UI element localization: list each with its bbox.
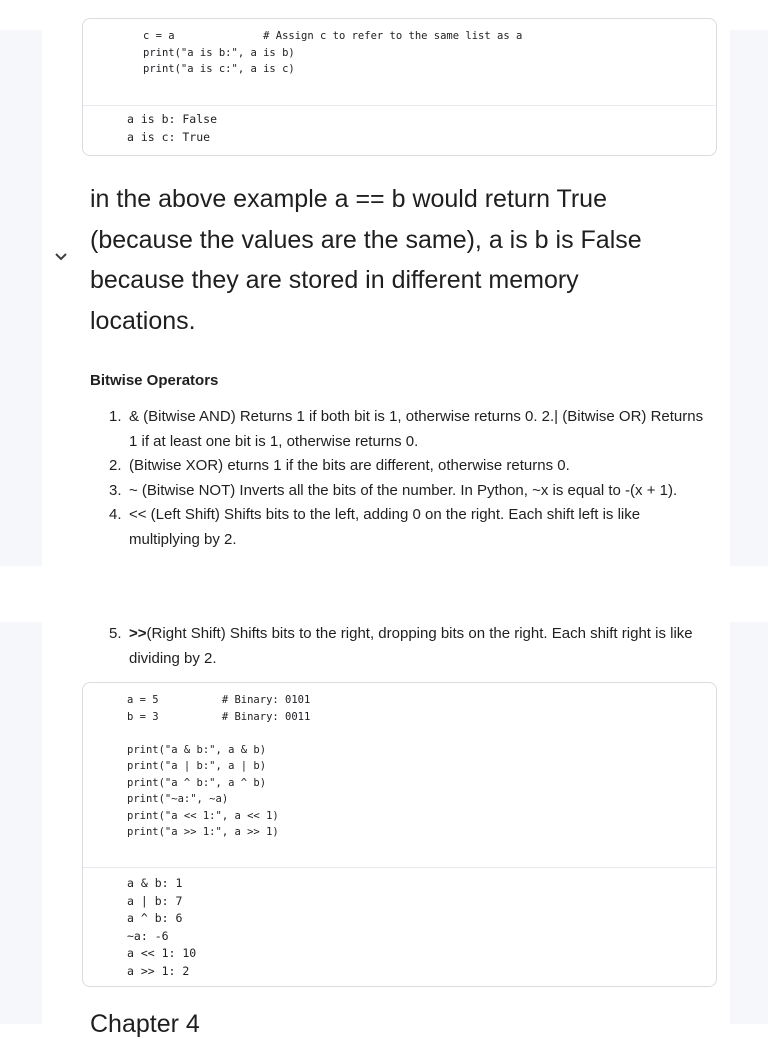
next-heading-clipped: Chapter 4 xyxy=(90,1010,200,1038)
list-item-text: ~ (Bitwise NOT) Inverts all the bits of the number. In Python, ~x is equal to -(x + 1). xyxy=(129,481,678,499)
right-page-edge xyxy=(730,30,768,566)
list-item-number: 5. xyxy=(109,625,122,642)
left-page-edge-lower xyxy=(0,622,42,1024)
list-item-text: << (Left Shift) Shifts bits to the left, adding 0 on the right. Each shift left is like multiplying by 2. xyxy=(129,506,641,548)
code-cell-1-divider xyxy=(83,105,716,106)
code-cell-2[interactable] xyxy=(82,682,717,987)
list-item-text: (Right Shift) Shifts bits to the right, dropping bits on the right. Each shift right is like dividing by 2. xyxy=(129,625,693,667)
bitwise-heading: Bitwise Operators xyxy=(90,372,219,389)
chevron-down-icon[interactable] xyxy=(54,250,68,264)
list-item xyxy=(109,454,709,479)
right-shift-symbol: >> xyxy=(129,625,147,642)
list-item xyxy=(109,622,709,671)
list-item xyxy=(109,405,709,454)
code-cell-1[interactable] xyxy=(82,18,717,156)
list-item-number: 4. xyxy=(109,506,122,523)
list-item xyxy=(109,479,709,504)
code-cell-2-source[interactable]: a = 5 # Binary: 0101 b = 3 # Binary: 0011 print("a & b:", a & b) print("a | b:", a | b) print("a ^ b:", a ^ b) print("~a:", ~a) print("a << 1:", a << 1) print("a >> 1:", a >> 1) xyxy=(127,694,311,838)
list-item xyxy=(109,503,709,552)
list-item-number: 3. xyxy=(109,481,122,499)
code-cell-2-output: a & b: 1 a | b: 7 a ^ b: 6 ~a: -6 a << 1: 10 a >> 1: 2 xyxy=(127,876,197,978)
code-cell-1-source[interactable]: c = a # Assign c to refer to the same list as a print("a is b:", a is b) print("a is c:", a is c) xyxy=(143,30,523,75)
list-item-number: 2. xyxy=(109,457,122,474)
list-item-text: (Bitwise XOR) eturns 1 if the bits are different, otherwise returns 0. xyxy=(129,457,570,474)
right-page-edge-lower xyxy=(730,622,768,1024)
list-item-number: 1. xyxy=(109,408,122,425)
code-cell-2-divider xyxy=(83,867,716,868)
list-item-text: & (Bitwise AND) Returns 1 if both bit is 1, otherwise returns 0. 2.| (Bitwise OR) Returns 1 if at least one bit is 1, otherwise returns 0. xyxy=(129,408,704,450)
explanation-paragraph: in the above example a == b would return True (because the values are the same), a is b is False because they are stored in different memory locations. xyxy=(90,185,642,335)
code-cell-1-output: a is b: False a is c: True xyxy=(127,112,218,144)
bitwise-list xyxy=(109,405,709,552)
bitwise-list-continued xyxy=(109,622,709,671)
left-page-edge xyxy=(0,30,42,566)
